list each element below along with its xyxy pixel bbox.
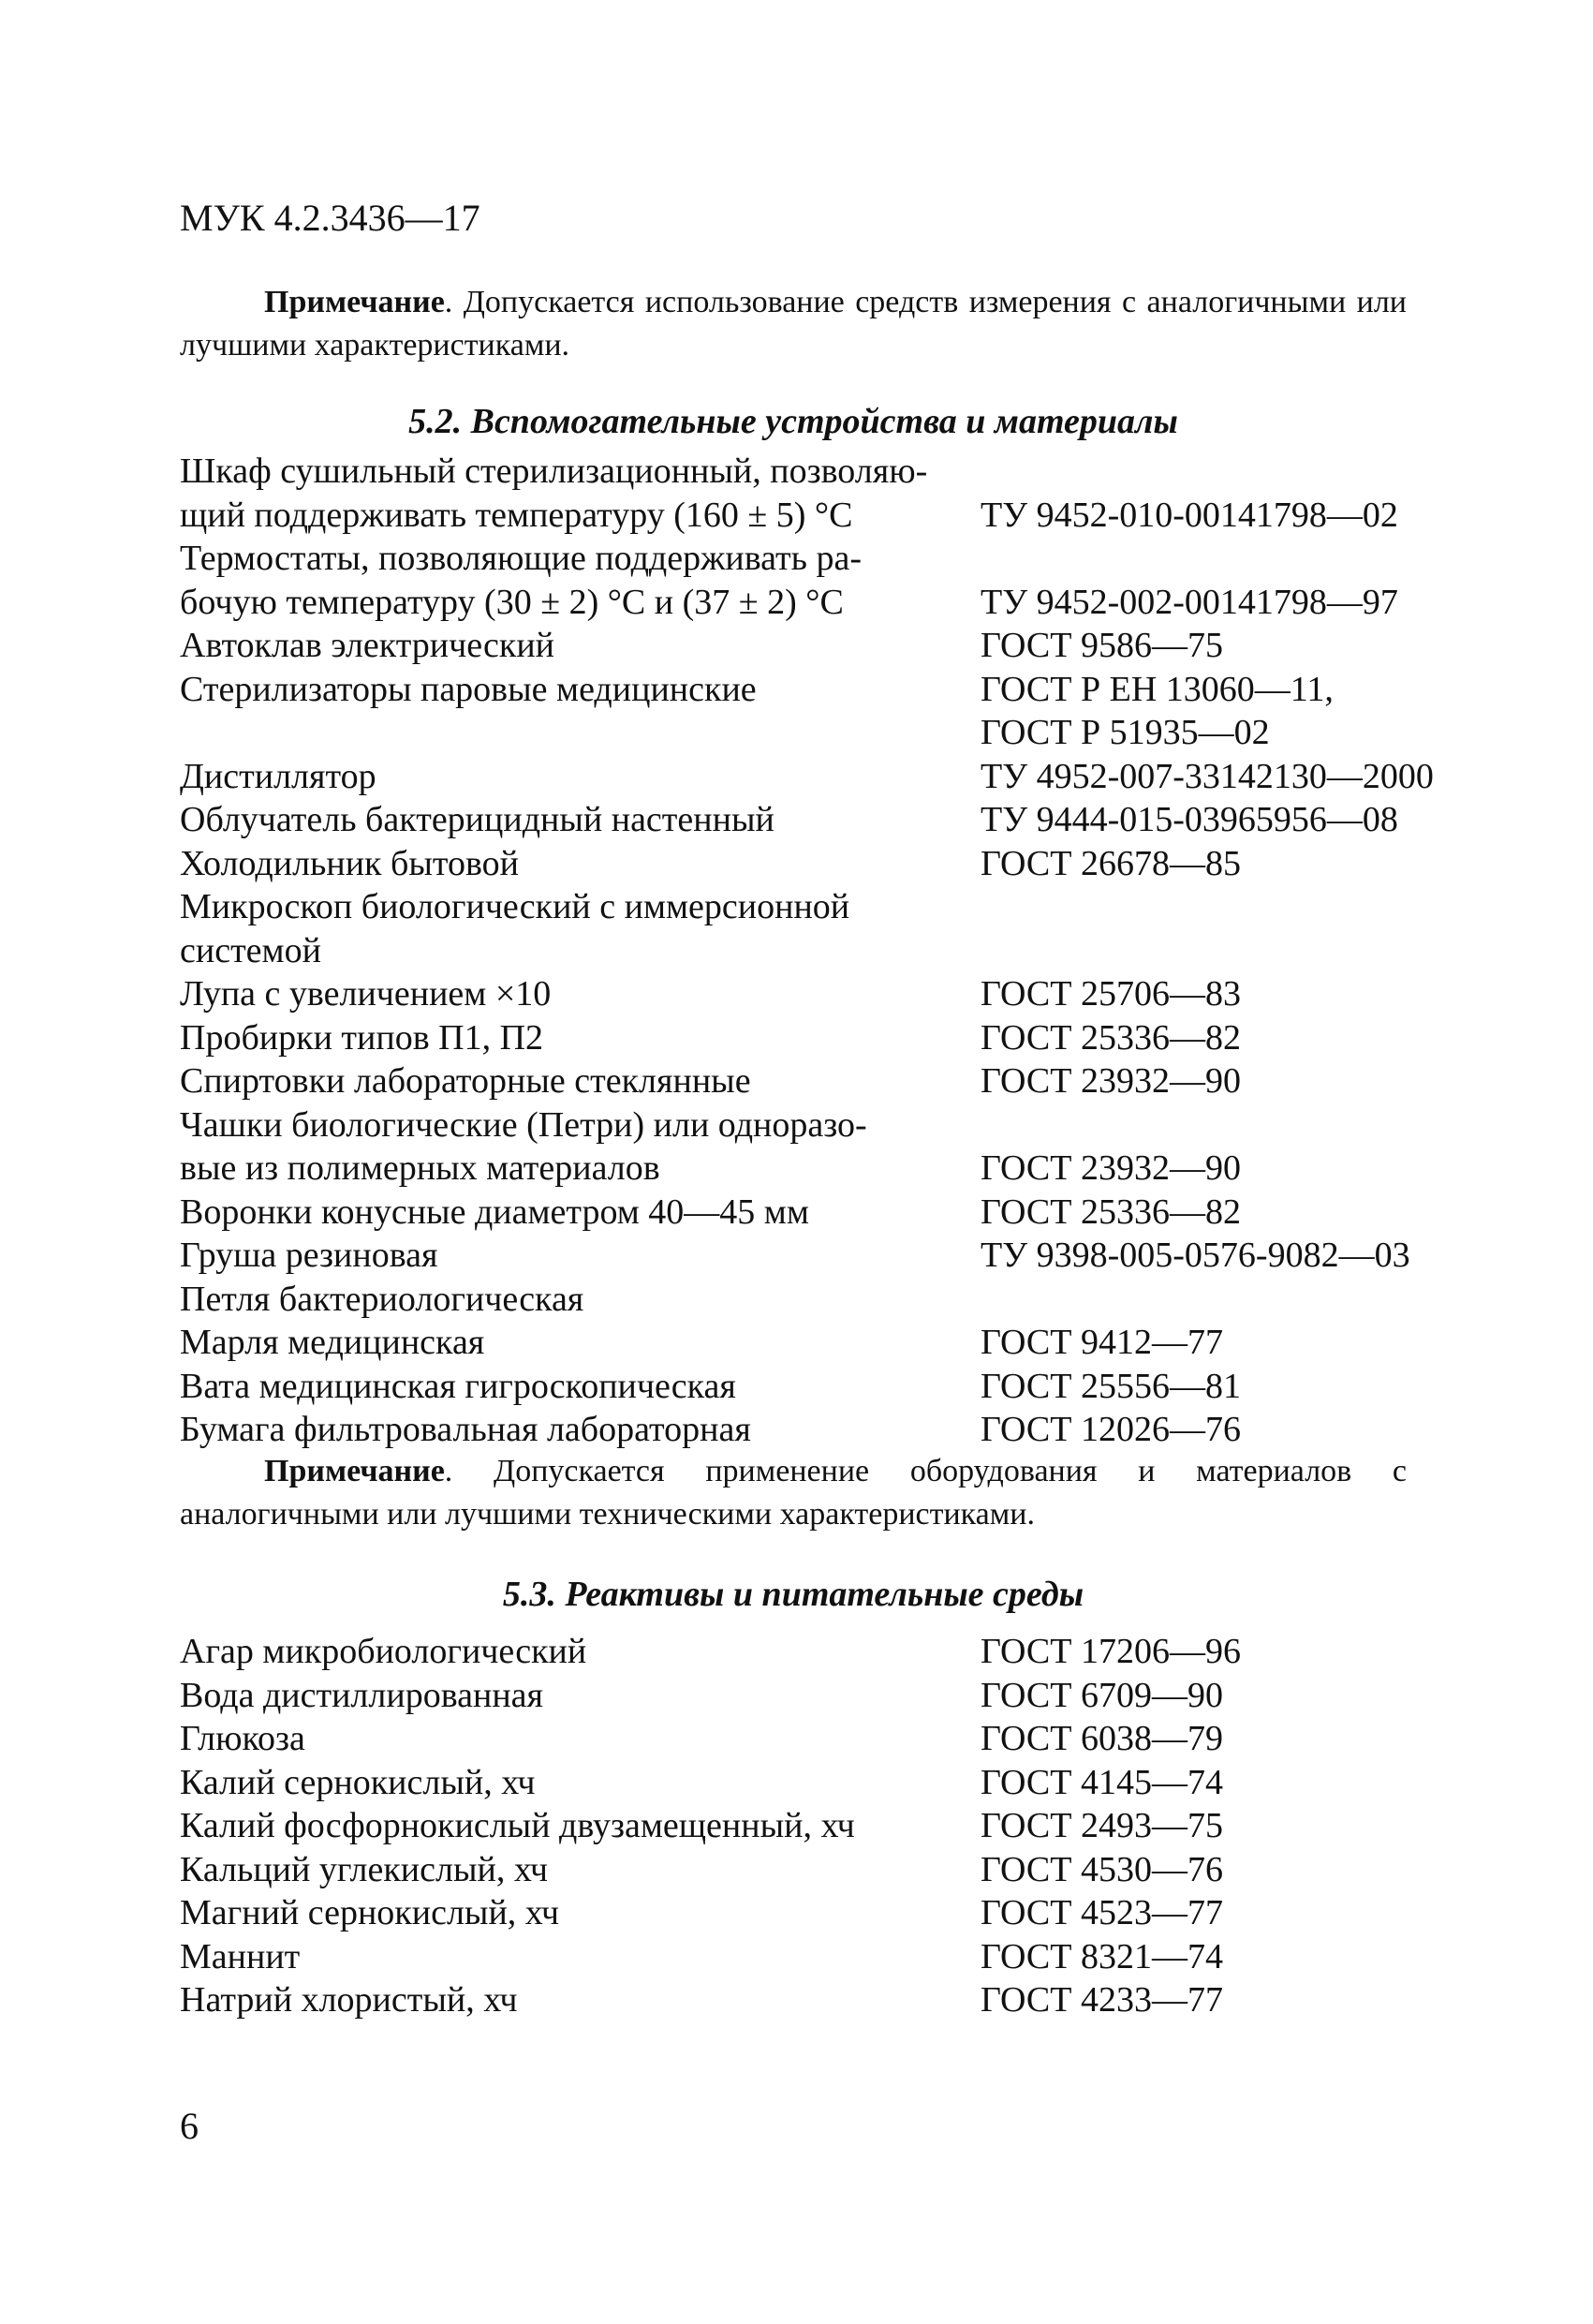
- item-standard-line: ТУ 9452-002-00141798—97: [981, 582, 1398, 622]
- page-number: 6: [180, 2105, 199, 2147]
- item-standard-line: ГОСТ 6709—90: [981, 1675, 1223, 1715]
- section-heading-5-2: 5.2. Вспомогательные устройства и материалы: [408, 402, 1178, 441]
- item-standard-line: ГОСТ 23932—90: [981, 1061, 1241, 1101]
- item-standard-line: ГОСТ 4530—76: [981, 1849, 1223, 1889]
- item-name-line: Чашки биологические (Петри) или одноразо-: [180, 1104, 867, 1145]
- item-name-line: [180, 711, 981, 755]
- item-standard: [981, 1321, 1491, 1365]
- item-standard: [981, 1278, 1491, 1322]
- item-name-line: Марля медицинская: [180, 1323, 485, 1362]
- item-name-line: Бумага фильтровальная лабораторная: [180, 1410, 751, 1449]
- table-row: [180, 1408, 1491, 1452]
- note-text: . Допускается использование средств измерения с аналогичными или лучшими характеристиками.: [180, 285, 1407, 363]
- item-standard: [981, 798, 1491, 842]
- table-row: [180, 668, 1491, 755]
- item-name: [180, 1804, 981, 1848]
- document-code: МУК 4.2.3436—17: [180, 197, 480, 239]
- item-standard: [981, 1191, 1491, 1235]
- item-standard: [981, 1804, 1491, 1848]
- item-standard-line: ГОСТ 4523—77: [981, 1893, 1223, 1932]
- item-name-line: Калий сернокислый, хч: [180, 1762, 536, 1802]
- item-name-line: Кальций углекислый, хч: [180, 1849, 549, 1889]
- table-row: [180, 1935, 1491, 1979]
- item-standard-line: ГОСТ 12026—76: [981, 1410, 1241, 1449]
- item-name-line: Магний сернокислый, хч: [180, 1893, 559, 1932]
- item-name: [180, 1321, 981, 1365]
- item-standard-line: [981, 1278, 1491, 1322]
- item-name-line: Шкаф сушильный стерилизационный, позволяю-: [180, 451, 928, 491]
- item-standard: [981, 1848, 1491, 1892]
- item-standard-line: [981, 885, 1491, 929]
- item-standard-line: ТУ 9452-010-00141798—02: [981, 495, 1398, 535]
- note-label: Примечание: [264, 285, 445, 319]
- item-name: [180, 1978, 981, 2022]
- item-name: [180, 1234, 981, 1278]
- item-name: [180, 1278, 981, 1322]
- item-name: [180, 1761, 981, 1805]
- table-row: [180, 972, 1491, 1016]
- table-row: [180, 1365, 1491, 1409]
- item-name-line: Холодильник бытовой: [180, 843, 520, 883]
- item-name: [180, 885, 981, 972]
- item-name: [180, 1365, 981, 1409]
- item-standard: [981, 1059, 1491, 1103]
- table-row: [180, 1717, 1491, 1761]
- item-name: [180, 842, 981, 886]
- item-standard-line: ТУ 9444-015-03965956—08: [981, 800, 1398, 839]
- table-row: [180, 1848, 1491, 1892]
- item-standard: [981, 1978, 1491, 2022]
- table-row: [180, 885, 1491, 972]
- item-name: [180, 1016, 981, 1060]
- item-name: [180, 1848, 981, 1892]
- item-standard: [981, 1016, 1491, 1060]
- table-row: [180, 1103, 1491, 1191]
- item-standard-line: ГОСТ 8321—74: [981, 1936, 1223, 1976]
- note-equipment: [180, 1450, 1407, 1536]
- item-standard-line: ГОСТ 25556—81: [981, 1366, 1241, 1406]
- item-name: [180, 450, 981, 537]
- table-row: [180, 755, 1491, 799]
- item-name: [180, 1674, 981, 1718]
- item-standard-line: ГОСТ 4145—74: [981, 1762, 1223, 1802]
- item-standard-line: ТУ 4952-007-33142130—2000: [981, 756, 1434, 796]
- table-row: [180, 842, 1491, 886]
- table-row: [180, 1234, 1491, 1278]
- item-name-line: Термостаты, позволяющие поддерживать ра-: [180, 539, 862, 578]
- table-row: [180, 798, 1491, 842]
- item-name-line: Глюкоза: [180, 1719, 305, 1758]
- item-standard-line: ГОСТ 26678—85: [981, 843, 1241, 883]
- item-standard-line: ГОСТ 25706—83: [981, 974, 1241, 1014]
- note-text: . Допускается применение оборудования и материалов с аналогичными или лучшими техническими характеристиками.: [180, 1454, 1407, 1532]
- table-row: [180, 1191, 1491, 1235]
- item-standard: [981, 885, 1491, 972]
- item-name: [180, 1103, 981, 1191]
- item-name: [180, 755, 981, 799]
- item-name: [180, 798, 981, 842]
- item-name-line: Автоклав электрический: [180, 626, 555, 665]
- item-name: [180, 1935, 981, 1979]
- item-standard-line: ГОСТ Р 51935—02: [981, 713, 1270, 752]
- item-name-line: Вода дистиллированная: [180, 1675, 544, 1715]
- item-name-line: Агар микробиологический: [180, 1632, 587, 1671]
- item-standard-line: ГОСТ 9412—77: [981, 1323, 1223, 1362]
- item-name-line: бочую температуру (30 ± 2) °С и (37 ± 2) °С: [180, 582, 844, 622]
- item-standard: [981, 755, 1491, 799]
- item-name-line: Облучатель бактерицидный настенный: [180, 800, 774, 839]
- table-row: [180, 1278, 1491, 1322]
- item-name-line: Груша резиновая: [180, 1236, 438, 1275]
- item-standard: [981, 1408, 1491, 1452]
- item-name-line: Воронки конусные диаметром 40—45 мм: [180, 1192, 809, 1232]
- note-label: Примечание: [264, 1454, 445, 1488]
- item-standard-line: ГОСТ 2493—75: [981, 1806, 1223, 1845]
- item-name: [180, 624, 981, 668]
- item-name-line: Натрий хлористый, хч: [180, 1980, 518, 2020]
- table-row: [180, 624, 1491, 668]
- item-standard: [981, 1891, 1491, 1935]
- reagents-table: [180, 1630, 1491, 2022]
- item-name: [180, 1891, 981, 1935]
- item-name-line: вые из полимерных материалов: [180, 1148, 660, 1188]
- item-standard: [981, 1674, 1491, 1718]
- table-row: [180, 1761, 1491, 1805]
- item-standard-line: ГОСТ Р ЕН 13060—11,: [981, 669, 1334, 709]
- item-standard-line: ГОСТ 25336—82: [981, 1017, 1241, 1058]
- item-name-line: Калий фосфорнокислый двузамещенный, хч: [180, 1806, 855, 1845]
- table-row: [180, 1891, 1491, 1935]
- item-name-line: Петля бактериологическая: [180, 1279, 584, 1319]
- item-standard: [981, 624, 1491, 668]
- item-standard-line: ГОСТ 9586—75: [981, 626, 1223, 665]
- item-name-line: Спиртовки лабораторные стеклянные: [180, 1061, 751, 1101]
- item-standard: [981, 1935, 1491, 1979]
- table-row: [180, 1016, 1491, 1060]
- item-standard: [981, 537, 1491, 624]
- item-standard-line: [981, 450, 1491, 494]
- item-name-line: Вата медицинская гигроскопическая: [180, 1366, 736, 1406]
- item-standard: [981, 972, 1491, 1016]
- section-heading-5-3: 5.3. Реактивы и питательные среды: [502, 1575, 1084, 1614]
- item-standard: [981, 1365, 1491, 1409]
- item-standard-line: [981, 929, 1491, 973]
- table-row: [180, 1978, 1491, 2022]
- item-name-line: системой: [180, 930, 321, 970]
- item-name: [180, 668, 981, 755]
- item-name-line: Лупа с увеличением ×10: [180, 974, 552, 1014]
- item-standard: [981, 1234, 1491, 1278]
- item-standard: [981, 842, 1491, 886]
- item-standard: [981, 1630, 1491, 1674]
- item-standard: [981, 1103, 1491, 1191]
- table-row: [180, 1321, 1491, 1365]
- item-name: [180, 1059, 981, 1103]
- item-name: [180, 1191, 981, 1235]
- item-name-line: Стерилизаторы паровые медицинские: [180, 669, 757, 709]
- item-standard: [981, 1717, 1491, 1761]
- item-standard-line: [981, 537, 1491, 581]
- item-standard-line: ГОСТ 25336—82: [981, 1192, 1241, 1232]
- table-row: [180, 450, 1491, 537]
- item-standard-line: ГОСТ 4233—77: [981, 1980, 1223, 2020]
- item-standard-line: ГОСТ 23932—90: [981, 1148, 1241, 1188]
- item-name-line: щий поддерживать температуру (160 ± 5) °С: [180, 495, 853, 535]
- table-row: [180, 1630, 1491, 1674]
- note-measuring-instruments: [180, 281, 1407, 367]
- item-name-line: Маннит: [180, 1936, 301, 1976]
- table-row: [180, 1804, 1491, 1848]
- equipment-table: [180, 450, 1491, 1452]
- item-standard-line: [981, 1103, 1491, 1147]
- table-row: [180, 537, 1491, 624]
- item-name-line: Дистиллятор: [180, 756, 376, 796]
- table-row: [180, 1059, 1491, 1103]
- item-name: [180, 972, 981, 1016]
- item-name: [180, 1630, 981, 1674]
- item-name-line: Пробирки типов П1, П2: [180, 1017, 544, 1058]
- item-standard: [981, 1761, 1491, 1805]
- item-standard-line: ТУ 9398-005-0576-9082—03: [981, 1236, 1410, 1275]
- item-name-line: Микроскоп биологический с иммерсионной: [180, 887, 850, 926]
- item-standard-line: ГОСТ 17206—96: [981, 1632, 1241, 1671]
- table-row: [180, 1674, 1491, 1718]
- item-standard-line: ГОСТ 6038—79: [981, 1719, 1223, 1758]
- item-name: [180, 1717, 981, 1761]
- item-standard: [981, 668, 1491, 755]
- item-standard: [981, 450, 1491, 537]
- item-name: [180, 1408, 981, 1452]
- item-name: [180, 537, 981, 624]
